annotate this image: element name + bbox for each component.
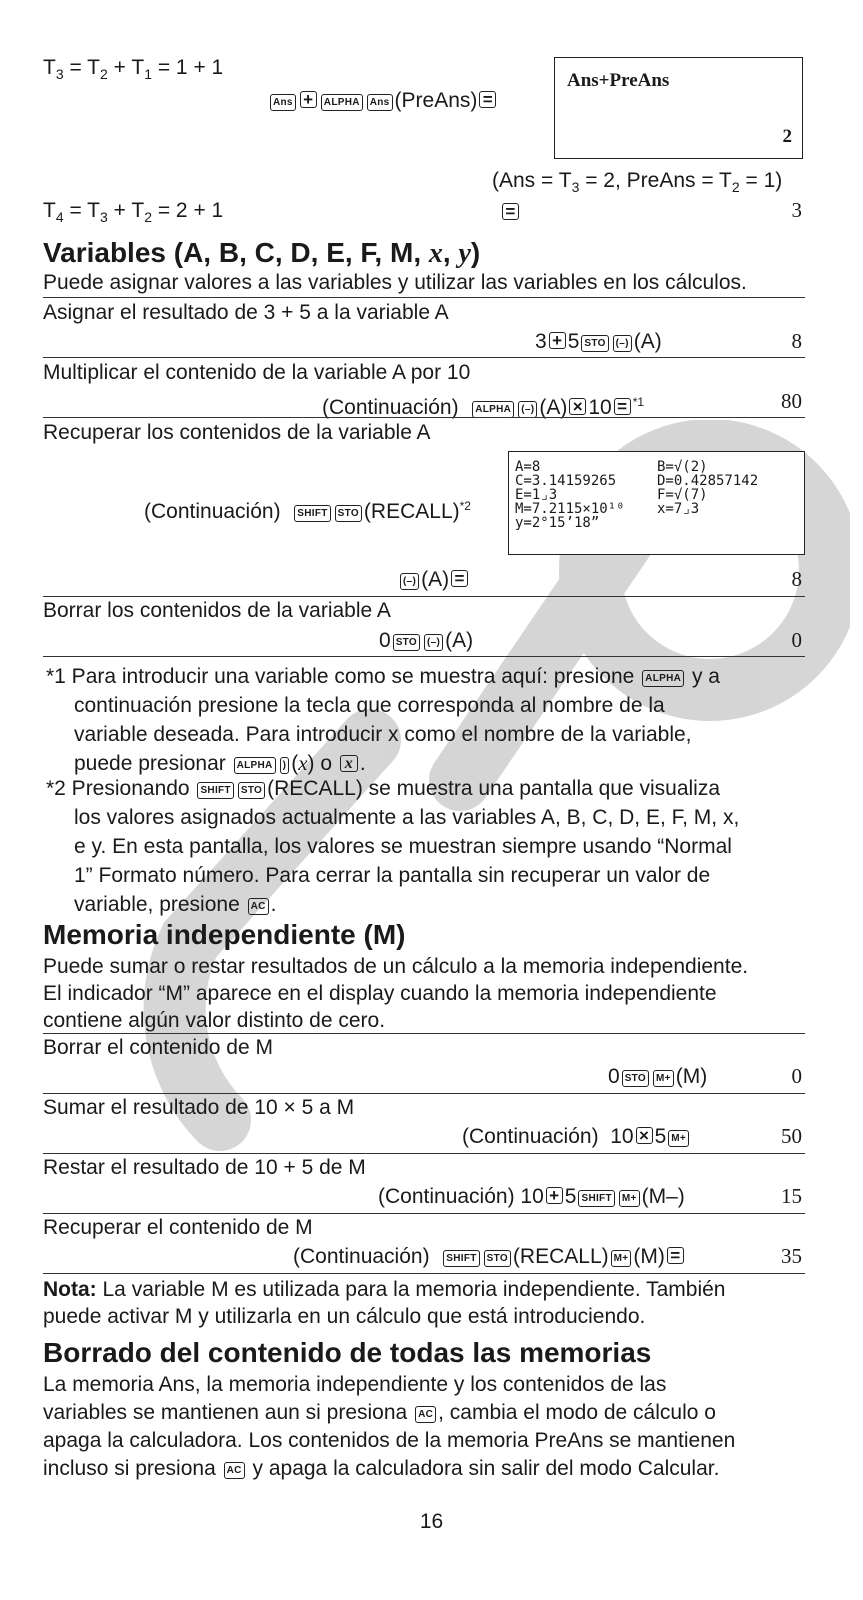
ans-key: Ans	[270, 94, 296, 111]
times-key: ×	[636, 1127, 653, 1144]
equals-key: =	[502, 203, 519, 220]
mem-row3-result: 15	[781, 1184, 802, 1208]
variables-recall-display	[508, 451, 805, 555]
ac-key: AC	[415, 1406, 436, 1423]
display-input: Ans+PreAns	[567, 70, 670, 91]
plus-key: +	[300, 91, 317, 108]
ans-note: ($Ans = T_3 = 2$, PreAns = $T_2 = 1$)	[492, 169, 783, 196]
sto-key: STO	[238, 782, 265, 799]
equals-key: =	[451, 570, 468, 587]
plus-key: +	[546, 1187, 563, 1204]
ac-key: AC	[248, 898, 269, 915]
display-var-d: D=0.42857142	[657, 473, 759, 489]
sto-key: STO	[393, 634, 420, 651]
memory-intro: Puede sumar o restar resultados de un cálculo a la memoria independiente. El indicador “M” aparece en el display cuando la memoria independiente contiene algún valor distinto de cero.	[43, 955, 749, 1032]
negative-key: (–)	[518, 401, 537, 418]
row4-keystrokes: 0 STO (–) (A)	[379, 629, 474, 652]
m-plus-key: M+	[611, 1250, 632, 1267]
row1-keystrokes: 3 + 5 STO (–) (A)	[535, 330, 662, 353]
display-var-y: y=2°15’18”	[515, 515, 600, 531]
display-var-e: E=1⌟3	[515, 487, 558, 503]
sto-key: STO	[484, 1250, 511, 1267]
calculator-display	[554, 57, 803, 159]
row3-description: Recuperar los contenidos de la variable A	[43, 421, 431, 444]
display-var-m: M=7.2115×10¹⁰	[515, 501, 625, 517]
mem-row1-description: Borrar el contenido de M	[43, 1036, 273, 1059]
ans-key: Ans	[367, 94, 393, 111]
mem-row3-description: Restar el resultado de 10 + 5 de M	[43, 1156, 366, 1179]
t4-keystrokes	[500, 200, 521, 226]
footnote-1: *1 Para introducir una variable como se muestra aquí: presione ALPHA y a continuación presione la tecla que corresponda al nombre de la variable deseada. Para introducir x como el nombre de la variable, puede presionar ALPHA ) (x) o x .	[46, 665, 720, 775]
row1-description: Asignar el resultado de 3 + 5 a la variable A	[43, 301, 449, 324]
alpha-key: ALPHA	[321, 94, 363, 111]
mem-row4-keystrokes: (Continuación) SHIFT STO (RECALL) M+ (M) =	[293, 1244, 686, 1270]
close-paren-key: )	[280, 757, 290, 774]
m-plus-key: M+	[653, 1070, 674, 1087]
alpha-key: ALPHA	[642, 670, 684, 687]
x-key: x	[340, 755, 358, 772]
row2-description: Multiplicar el contenido de la variable A por 10	[43, 361, 471, 384]
display-var-x: x=7⌟3	[657, 501, 700, 517]
ac-key: AC	[224, 1462, 245, 1479]
row4-result: 0	[791, 628, 802, 652]
negative-key: (–)	[424, 634, 443, 651]
row3-result: 8	[791, 567, 802, 591]
shift-key: SHIFT	[578, 1190, 614, 1207]
display-result: 2	[782, 126, 792, 147]
shift-key: SHIFT	[443, 1250, 479, 1267]
mem-row3-keystrokes: (Continuación) 10 + 5 SHIFT M+ (M–)	[378, 1185, 685, 1208]
row4-description: Borrar los contenidos de la variable A	[43, 599, 391, 622]
clear-paragraph: La memoria Ans, la memoria independiente y los contenidos de las variables se mantienen aun si presiona AC , cambia el modo de cálculo o apaga la calculadora. Los contenidos de la memoria PreAns se mantienen incluso si presiona AC y apaga la calculadora sin salir del modo Calcular.	[43, 1373, 736, 1480]
mem-row2-result: 50	[781, 1124, 802, 1148]
memory-heading: Memoria independiente (M)	[43, 919, 406, 950]
clear-heading: Borrado del contenido de todas las memorias	[43, 1337, 652, 1368]
display-var-a: A=8	[515, 459, 541, 475]
sto-key: STO	[335, 505, 362, 522]
t3-equation: $T_3 = T_2 + T_1 = 1 + 1$	[43, 56, 224, 83]
shift-key: SHIFT	[294, 505, 330, 522]
mem-row1-result: 0	[791, 1064, 802, 1088]
row2-keystrokes: (Continuación) ALPHA (–) (A) × 10 = $^{*1}$	[322, 395, 645, 419]
equals-key: =	[614, 398, 631, 415]
sto-key: STO	[581, 335, 608, 352]
page-number: 16	[419, 1510, 444, 1533]
sto-key: STO	[622, 1070, 649, 1087]
mem-row2-description: Sumar el resultado de 10 × 5 a M	[43, 1096, 355, 1119]
negative-key: (–)	[613, 335, 632, 352]
row2-result: 80	[781, 389, 802, 413]
alpha-key: ALPHA	[234, 757, 276, 774]
mem-row1-keystrokes: 0 STO M+ (M)	[608, 1065, 708, 1088]
shift-key: SHIFT	[197, 782, 233, 799]
row3-keystrokes: (Continuación) SHIFT STO (RECALL)$^{*2}$	[144, 499, 471, 523]
m-plus-key: M+	[619, 1190, 640, 1207]
times-key: ×	[569, 398, 586, 415]
equals-key: =	[667, 1247, 684, 1264]
t4-equation: $T_4 = T_3 + T_2 = 2 + 1$	[43, 199, 224, 226]
display-var-b: B=√(2)	[657, 459, 708, 475]
negative-key: (–)	[400, 573, 419, 590]
mem-row4-result: 35	[781, 1244, 802, 1268]
alpha-key: ALPHA	[472, 401, 514, 418]
display-var-c: C=3.14159265	[515, 473, 617, 489]
t3-keystrokes: Ans + ALPHA Ans (PreAns) =	[268, 88, 498, 114]
m-plus-key: M+	[668, 1130, 689, 1147]
mem-row4-description: Recuperar el contenido de M	[43, 1216, 313, 1239]
t4-result: 3	[791, 198, 802, 222]
row3b-keystrokes: (–) (A) =	[398, 567, 470, 593]
variables-heading: Variables (A, B, C, D, E, F, M, x, y)	[43, 237, 481, 269]
variables-intro: Puede asignar valores a las variables y utilizar las variables en los cálculos.	[43, 271, 747, 294]
mem-row2-keystrokes: (Continuación) 10 × 5 M+	[462, 1124, 691, 1150]
plus-key: +	[549, 332, 566, 349]
memory-note: Nota: La variable M es utilizada para la memoria independiente. También puede activar M y utilizarla en un cálculo que está introduciendo.	[43, 1278, 726, 1328]
footnote-2: *2 Presionando SHIFT STO (RECALL) se muestra una pantalla que visualiza los valores asignados actualmente a las variables A, B, C, D, E, F, M, x, e y. En esta pantalla, los valores se muestran siempre usando “Normal 1” Formato número. Para cerrar la pantalla sin recuperar un valor de variable, presione AC .	[46, 777, 740, 916]
equals-key: =	[479, 91, 496, 108]
row1-result: 8	[791, 329, 802, 353]
display-var-f: F=√(7)	[657, 487, 708, 503]
